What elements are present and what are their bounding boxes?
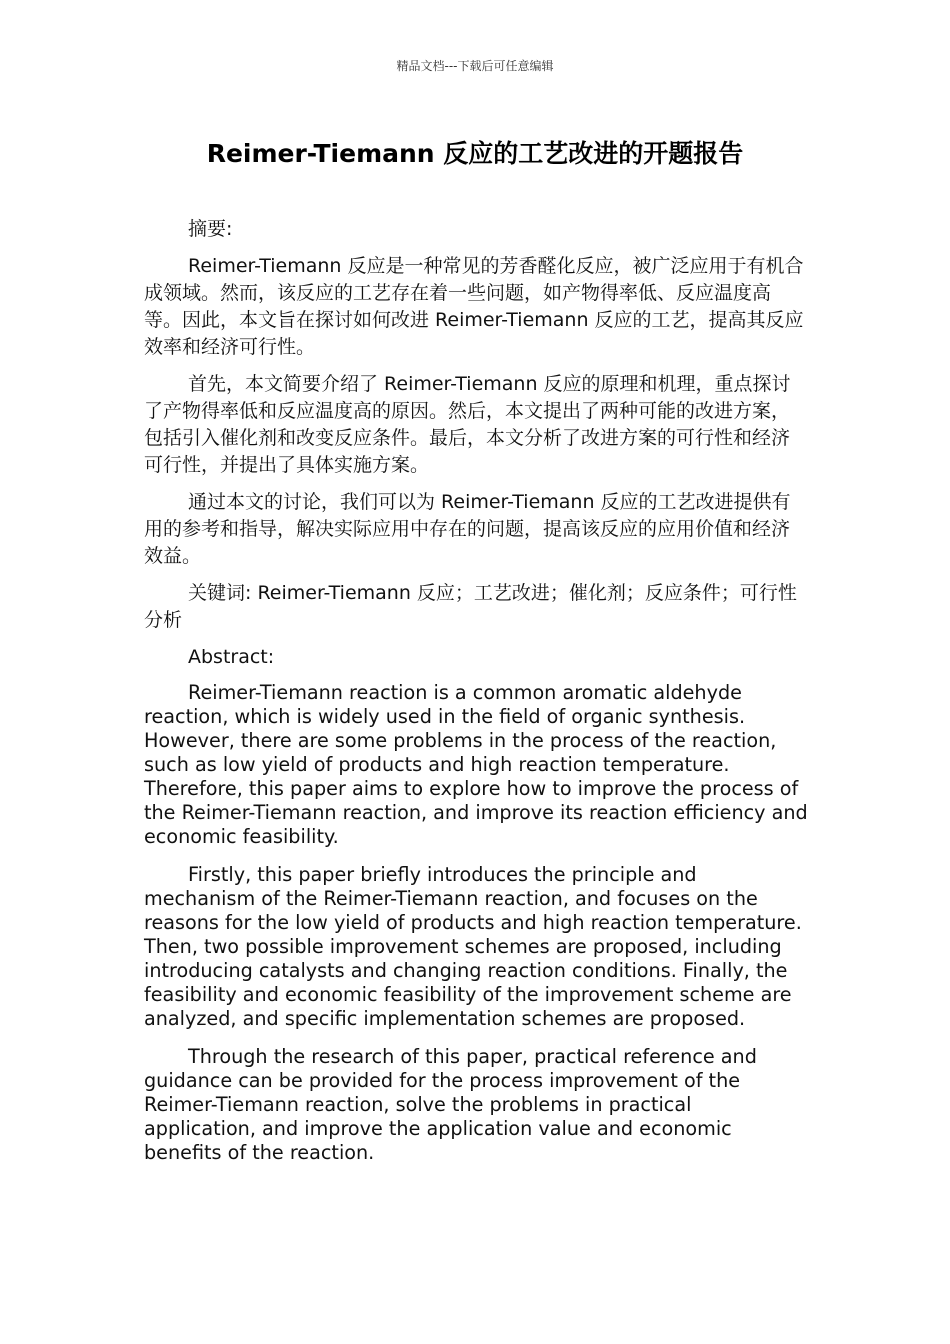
chinese-paragraph-2: 首先，本文简要介绍了 Reimer-Tiemann 反应的原理和机理，重点探讨了产物得率低和反应温度高的原因。然后，本文提出了两种可能的改进方案，包括引入催化剂和改变反应条件。最后，本文分析了改进方案的可行性和经济可行性，并提出了具体实施方案。 — [144, 373, 791, 476]
english-paragraph-1: Reimer-Tiemann reaction is a common aromatic aldehyde reaction, which is widely used in the field of organic synthesis. However, there are some problems in the process of the reaction, such as low yield of products and high reaction temperature. Therefore, this paper aims to explore how to improve the process of the Reimer-Tiemann reaction, and improve its reaction efficiency and economic feasibility. — [144, 681, 808, 848]
chinese-paragraph-3: 通过本文的讨论，我们可以为 Reimer-Tiemann 反应的工艺改进提供有用的参考和指导，解决实际应用中存在的问题，提高该反应的应用价值和经济效益。 — [144, 491, 791, 567]
chinese-paragraph-1: Reimer-Tiemann 反应是一种常见的芳香醛化反应，被广泛应用于有机合成领域。然而，该反应的工艺存在着一些问题，如产物得率低、反应温度高等。因此，本文旨在探讨如何改进 Reimer-Tiemann 反应的工艺，提高其反应效率和经济可行性。 — [144, 255, 804, 358]
english-abstract-label: Abstract: — [188, 646, 275, 668]
document-title: Reimer-Tiemann 反应的工艺改进的开题报告 — [206, 139, 744, 168]
document-body — [144, 216, 808, 1179]
page-header-note: 精品文档---下载后可任意编辑 — [396, 59, 554, 73]
english-paragraph-2: Firstly, this paper briefly introduces the principle and mechanism of the Reimer-Tiemann reaction, and focuses on the reasons for the low yield of products and high reaction temperature. Then, two possible improvement schemes are proposed, including introducing catalysts and changing reaction conditions. Finally, the feasibility and economic feasibility of the improvement scheme are analyzed, and specific implementation schemes are proposed. — [144, 863, 802, 1030]
english-paragraph-3: Through the research of this paper, practical reference and guidance can be provided for the process improvement of the Reimer-Tiemann reaction, solve the problems in practical application, and improve the application value and economic benefits of the reaction. — [144, 1045, 757, 1164]
chinese-keywords: 关键词: Reimer-Tiemann 反应；工艺改进；催化剂；反应条件；可行性分析 — [144, 582, 797, 631]
chinese-abstract-label: 摘要: — [188, 218, 233, 240]
